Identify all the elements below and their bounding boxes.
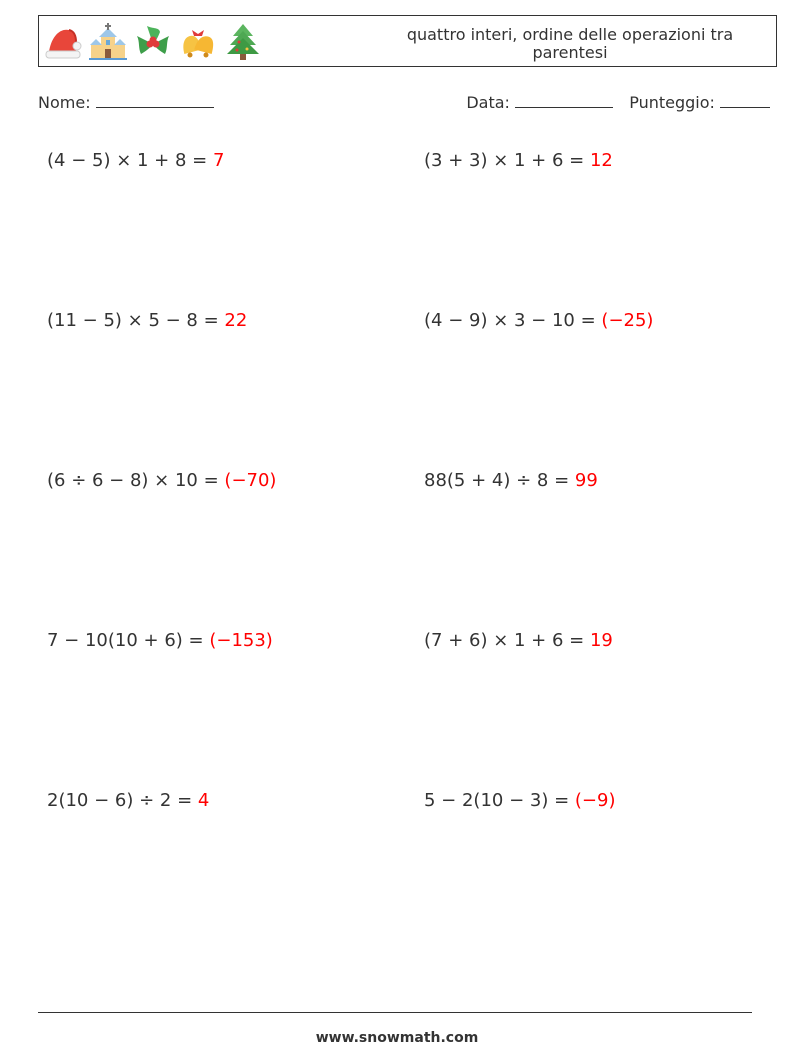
problem-answer: (−9) xyxy=(574,790,616,811)
problem-expression: (4 − 9) × 3 − 10 = xyxy=(424,310,602,331)
problem-expression: (11 − 5) × 5 − 8 = xyxy=(47,310,225,331)
problem-expression: 88(5 + 4) ÷ 8 = xyxy=(424,470,575,491)
footer-url[interactable]: www.snowmath.com xyxy=(315,1030,479,1046)
score-blank[interactable] xyxy=(720,93,770,108)
problem-expression: (4 − 5) × 1 + 8 = xyxy=(47,150,213,171)
problem-expression: (6 ÷ 6 − 8) × 10 = xyxy=(47,470,225,491)
date-label: Data: xyxy=(466,93,510,112)
problem-answer: 7 xyxy=(212,150,225,171)
problem-3 xyxy=(47,310,247,331)
problem-2 xyxy=(424,150,613,171)
date-score-fields xyxy=(466,93,770,112)
problem-6 xyxy=(424,470,598,491)
problem-5 xyxy=(47,470,276,491)
worksheet-header xyxy=(38,15,777,67)
problem-answer: (−25) xyxy=(601,310,654,331)
worksheet-title: quattro interi, ordine delle operazioni tra parentesi xyxy=(406,25,734,62)
problem-1 xyxy=(47,150,224,171)
bells-icon xyxy=(178,22,218,62)
christmas-tree-icon xyxy=(223,22,263,62)
church-icon xyxy=(88,22,128,62)
name-label: Nome: xyxy=(38,93,91,112)
problem-expression: 5 − 2(10 − 3) = xyxy=(424,790,575,811)
problem-answer: 99 xyxy=(574,470,598,491)
problem-answer: 19 xyxy=(589,630,613,651)
problem-8 xyxy=(424,630,613,651)
problem-10 xyxy=(424,790,615,811)
problem-4 xyxy=(424,310,653,331)
santa-hat-icon xyxy=(43,22,83,62)
problem-expression: 7 − 10(10 + 6) = xyxy=(47,630,210,651)
problem-9 xyxy=(47,790,209,811)
date-blank[interactable] xyxy=(515,93,613,108)
holly-icon xyxy=(133,22,173,62)
problem-expression: (3 + 3) × 1 + 6 = xyxy=(424,150,590,171)
problem-answer: 4 xyxy=(197,790,210,811)
problem-answer: (−70) xyxy=(224,470,277,491)
score-label: Punteggio: xyxy=(629,93,715,112)
problem-expression: (7 + 6) × 1 + 6 = xyxy=(424,630,590,651)
name-blank[interactable] xyxy=(96,93,214,108)
problem-answer: 12 xyxy=(589,150,613,171)
icon-strip xyxy=(43,22,263,62)
problem-expression: 2(10 − 6) ÷ 2 = xyxy=(47,790,198,811)
footer-divider xyxy=(38,1012,752,1013)
name-field xyxy=(38,93,214,112)
problem-answer: (−153) xyxy=(209,630,273,651)
problem-answer: 22 xyxy=(224,310,248,331)
problem-7 xyxy=(47,630,273,651)
